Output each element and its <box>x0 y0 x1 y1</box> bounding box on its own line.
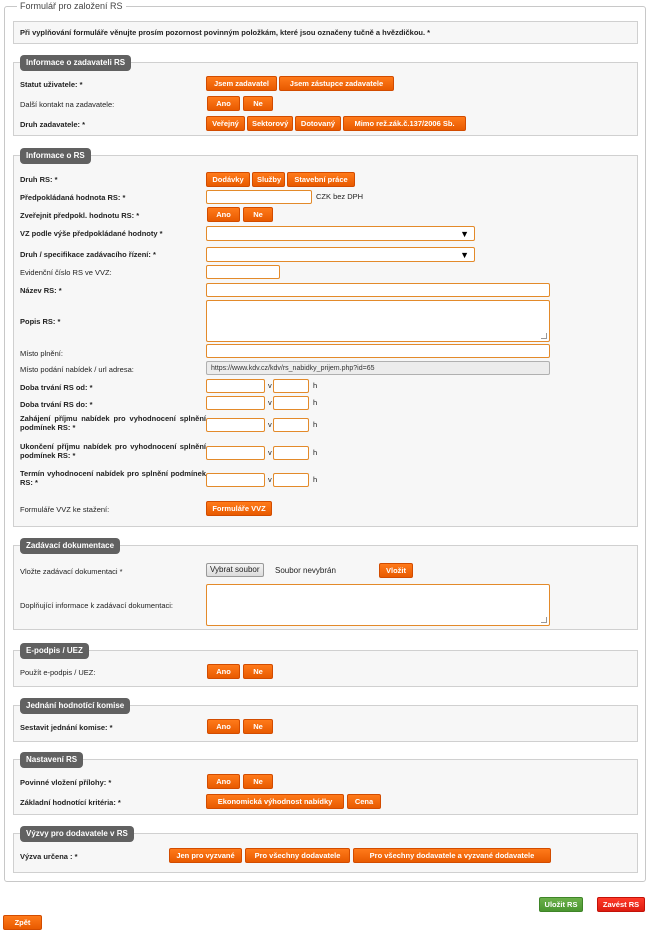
zahajeni-v: v <box>268 420 272 429</box>
hodnota-input[interactable] <box>206 190 312 204</box>
file-status: Soubor nevybrán <box>275 566 336 575</box>
doba-do-h: h <box>313 398 318 407</box>
vyzva-label: Výzva určena : * <box>20 852 78 861</box>
doba-od-h: h <box>313 381 318 390</box>
zverejnit-label: Zveřejnit předpokl. hodnotu RS: * <box>20 211 140 220</box>
druh-sluzby-button[interactable]: Služby <box>252 172 285 187</box>
section-title: Informace o zadavateli RS <box>20 55 131 71</box>
termin-label: Termín vyhodnocení nabídek pro splnění podmínek RS: * <box>20 469 206 487</box>
evid-label: Evidenční číslo RS ve VVZ: <box>20 268 112 277</box>
zverejnit-ne-button[interactable]: Ne <box>243 207 273 222</box>
kriteria-ekonomicka-button[interactable]: Ekonomická výhodnost nabídky <box>206 794 344 809</box>
form-notice: Při vyplňování formuláře věnujte prosím pozornost povinným položkám, které jsou označeny tučně a hvězdičkou. * <box>13 21 638 44</box>
misto-plneni-input[interactable] <box>206 344 550 358</box>
info-label: Doplňující informace k zadávací dokumentaci: <box>20 601 173 610</box>
ukonceni-v: v <box>268 448 272 457</box>
nazev-label: Název RS: * <box>20 286 62 295</box>
ukonceni-time-input[interactable] <box>273 446 309 460</box>
statut-label: Statut uživatele: * <box>20 80 83 89</box>
resize-grip-icon[interactable] <box>541 333 547 339</box>
formulare-vvz-button[interactable]: Formuláře VVZ <box>206 501 272 516</box>
ukonceni-date-input[interactable] <box>206 446 265 460</box>
rizeni-label: Druh / specifikace zadávacího řízení: * <box>20 250 156 259</box>
doba-do-date-input[interactable] <box>206 396 265 410</box>
zpet-button[interactable]: Zpět <box>3 915 42 930</box>
doba-do-label: Doba trvání RS do: * <box>20 400 93 409</box>
kontakt-ano-button[interactable]: Ano <box>207 96 240 111</box>
section-title: Výzvy pro dodavatele v RS <box>20 826 134 842</box>
doba-od-date-input[interactable] <box>206 379 265 393</box>
popis-textarea[interactable] <box>206 300 550 342</box>
section-title: Nastavení RS <box>20 752 83 768</box>
zahajeni-date-input[interactable] <box>206 418 265 432</box>
zahajeni-h: h <box>313 420 318 429</box>
komise-label: Sestavit jednání komise: * <box>20 723 113 732</box>
vyzva-jen-vyzvane-button[interactable]: Jen pro vyzvané <box>169 848 242 863</box>
druh-stavebni-button[interactable]: Stavební práce <box>287 172 355 187</box>
info-textarea[interactable] <box>206 584 550 626</box>
kriteria-cena-button[interactable]: Cena <box>347 794 381 809</box>
resize-grip-icon[interactable] <box>541 617 547 623</box>
druh-sektorovy-button[interactable]: Sektorový <box>247 116 293 131</box>
vyzva-vsechny-a-vyzvane-button[interactable]: Pro všechny dodavatele a vyzvané dodavatele <box>353 848 551 863</box>
druh-rs-label: Druh RS: * <box>20 175 58 184</box>
ukonceni-h: h <box>313 448 318 457</box>
doba-od-label: Doba trvání RS od: * <box>20 383 93 392</box>
kontakt-ne-button[interactable]: Ne <box>243 96 273 111</box>
evid-input[interactable] <box>206 265 280 279</box>
druh-dodavky-button[interactable]: Dodávky <box>206 172 250 187</box>
komise-ne-button[interactable]: Ne <box>243 719 273 734</box>
formulare-label: Formuláře VVZ ke stažení: <box>20 505 110 514</box>
section-title: Zadávací dokumentace <box>20 538 120 554</box>
chevron-down-icon: ▼ <box>460 250 469 260</box>
misto-plneni-label: Místo plnění: <box>20 349 63 358</box>
doba-do-v: v <box>268 398 272 407</box>
komise-ano-button[interactable]: Ano <box>207 719 240 734</box>
doba-do-time-input[interactable] <box>273 396 309 410</box>
section-epodpis <box>13 646 638 687</box>
ulozit-rs-button[interactable]: Uložit RS <box>539 897 583 912</box>
prilohy-ne-button[interactable]: Ne <box>243 774 273 789</box>
ukonceni-label: Ukončení příjmu nabídek pro vyhodnocení splnění podmínek RS: * <box>20 442 206 460</box>
epodpis-ano-button[interactable]: Ano <box>207 664 240 679</box>
prilohy-label: Povinné vložení přílohy: * <box>20 778 112 787</box>
zavest-rs-button[interactable]: Zavést RS <box>597 897 645 912</box>
chevron-down-icon: ▼ <box>460 229 469 239</box>
vz-label: VZ podle výše předpokládané hodnoty * <box>20 229 163 238</box>
hodnota-label: Předpokládaná hodnota RS: * <box>20 193 126 202</box>
druh-mimo-button[interactable]: Mimo rež.zák.č.137/2006 Sb. <box>343 116 466 131</box>
doba-od-v: v <box>268 381 272 390</box>
zverejnit-ano-button[interactable]: Ano <box>207 207 240 222</box>
section-title: E-podpis / UEZ <box>20 643 89 659</box>
form-legend: Formulář pro založení RS <box>17 0 126 12</box>
vz-select[interactable] <box>206 226 475 241</box>
section-title: Informace o RS <box>20 148 91 164</box>
doba-od-time-input[interactable] <box>273 379 309 393</box>
druh-zadavatele-label: Druh zadavatele: * <box>20 120 86 129</box>
zahajeni-time-input[interactable] <box>273 418 309 432</box>
hodnota-suffix: CZK bez DPH <box>316 192 364 201</box>
epodpis-ne-button[interactable]: Ne <box>243 664 273 679</box>
vlozte-label: Vložte zadávací dokumentaci * <box>20 567 123 576</box>
termin-v: v <box>268 475 272 484</box>
termin-h: h <box>313 475 318 484</box>
rizeni-select[interactable] <box>206 247 475 262</box>
termin-time-input[interactable] <box>273 473 309 487</box>
kriteria-label: Základní hodnotící kritéria: * <box>20 798 121 807</box>
vyzva-vsechny-button[interactable]: Pro všechny dodavatele <box>245 848 350 863</box>
popis-label: Popis RS: * <box>20 317 61 326</box>
kontakt-label: Další kontakt na zadavatele: <box>20 100 115 109</box>
termin-date-input[interactable] <box>206 473 265 487</box>
epodpis-label: Použít e-podpis / UEZ: <box>20 668 96 677</box>
section-title: Jednání hodnotící komise <box>20 698 130 714</box>
misto-podani-label: Místo podání nabídek / url adresa: <box>20 365 134 374</box>
nazev-input[interactable] <box>206 283 550 297</box>
prilohy-ano-button[interactable]: Ano <box>207 774 240 789</box>
zahajeni-label: Zahájení příjmu nabídek pro vyhodnocení splnění podmínek RS: * <box>20 414 206 432</box>
file-choose-button[interactable]: Vybrat soubor <box>206 563 264 577</box>
druh-dotovany-button[interactable]: Dotovaný <box>295 116 341 131</box>
statut-zastupce-button[interactable]: Jsem zástupce zadavatele <box>279 76 394 91</box>
misto-podani-input[interactable]: https://www.kdv.cz/kdv/rs_nabidky_prijem.php?id=65 <box>206 361 550 375</box>
statut-zadavatel-button[interactable]: Jsem zadavatel <box>206 76 277 91</box>
vlozit-button[interactable]: Vložit <box>379 563 413 578</box>
druh-verejny-button[interactable]: Veřejný <box>206 116 245 131</box>
